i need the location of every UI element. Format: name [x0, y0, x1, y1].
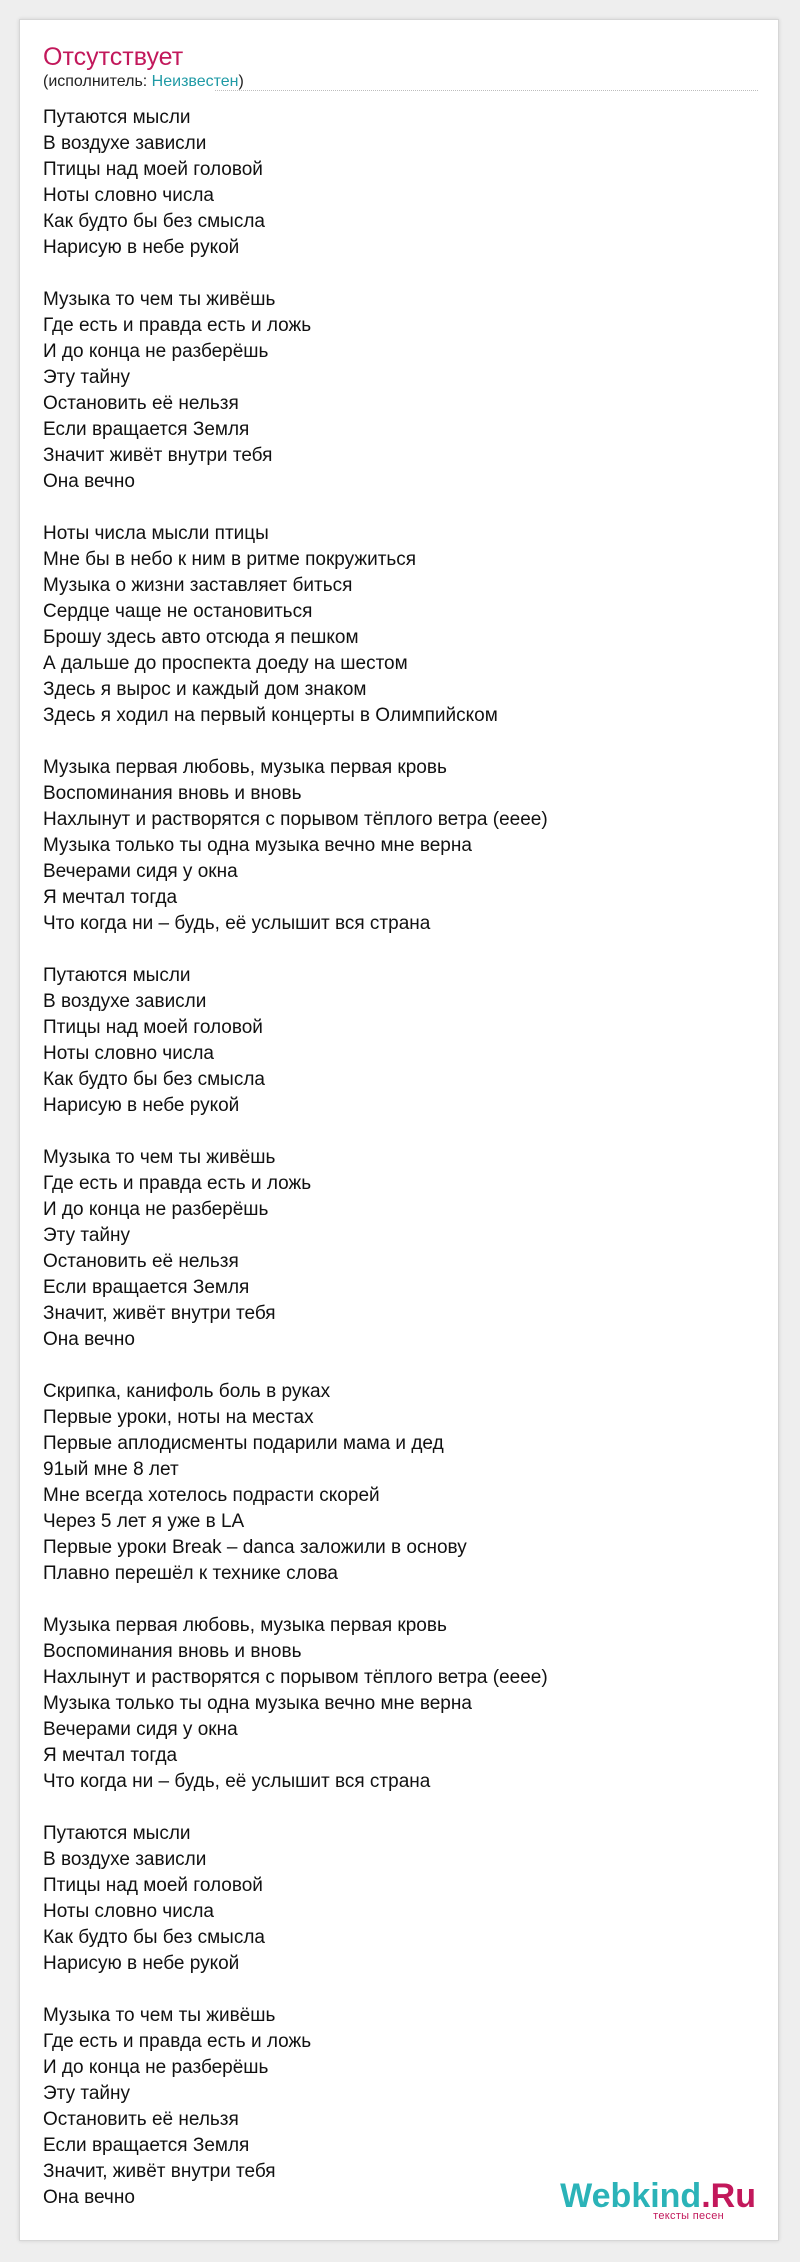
lyric-line: Я мечтал тогда — [43, 1745, 178, 1766]
logo-kind: kind — [631, 2177, 702, 2215]
lyric-line: Первые уроки, ноты на местах — [43, 1407, 314, 1428]
artist-suffix: ) — [238, 73, 244, 90]
stanza-gap — [43, 1977, 548, 2003]
lyric-line: Если вращается Земля — [43, 419, 250, 440]
lyric-line: Путаются мысли — [43, 107, 191, 128]
lyric-line: Нахлынут и растворятся с порывом тёплого ветра (ееее) — [43, 809, 548, 830]
song-title: Отсутствует — [43, 43, 184, 71]
lyric-line: Как будто бы без смысла — [43, 211, 265, 232]
stanza-gap — [43, 937, 548, 963]
lyric-line: Птицы над моей головой — [43, 1875, 263, 1896]
lyric-line: Остановить её нельзя — [43, 1251, 239, 1272]
lyric-line: Птицы над моей головой — [43, 159, 263, 180]
lyric-line: Эту тайну — [43, 1225, 131, 1246]
lyric-line: Она вечно — [43, 2187, 135, 2208]
lyric-line: Первые уроки Break – danca заложили в основу — [43, 1537, 467, 1558]
lyric-line: Значит живёт внутри тебя — [43, 445, 273, 466]
lyric-line: Мне бы в небо к ним в ритме покружиться — [43, 549, 417, 570]
lyric-line: Нарисую в небе рукой — [43, 1953, 240, 1974]
lyric-line: Брошу здесь авто отсюда я пешком — [43, 627, 359, 648]
lyric-line: Ноты числа мысли птицы — [43, 523, 269, 544]
lyric-line: Музыка то чем ты живёшь — [43, 1147, 276, 1168]
lyric-line: Музыка только ты одна музыка вечно мне верна — [43, 1693, 472, 1714]
stanza-gap — [43, 261, 548, 287]
lyric-line: Нахлынут и растворятся с порывом тёплого ветра (ееее) — [43, 1667, 548, 1688]
lyric-line: Мне всегда хотелось подрасти скорей — [43, 1485, 380, 1506]
stanza-gap — [43, 1587, 548, 1613]
stanza-gap — [43, 495, 548, 521]
stanza-gap — [43, 1795, 548, 1821]
stanza-gap — [43, 1119, 548, 1145]
lyric-line: В воздухе зависли — [43, 991, 207, 1012]
lyric-line: И до конца не разберёшь — [43, 2057, 269, 2078]
lyric-line: Музыка то чем ты живёшь — [43, 2005, 276, 2026]
lyric-line: Как будто бы без смысла — [43, 1069, 265, 1090]
lyric-line: Ноты словно числа — [43, 1901, 214, 1922]
lyric-line: Если вращается Земля — [43, 1277, 250, 1298]
lyric-line: Остановить её нельзя — [43, 393, 239, 414]
lyric-line: Эту тайну — [43, 367, 131, 388]
title-divider — [215, 90, 758, 91]
lyric-line: Она вечно — [43, 471, 135, 492]
stanza-gap — [43, 1353, 548, 1379]
stanza-gap — [43, 729, 548, 755]
lyric-line: Значит, живёт внутри тебя — [43, 2161, 276, 2182]
lyric-line: Остановить её нельзя — [43, 2109, 239, 2130]
logo-tagline: тексты песен — [653, 2210, 724, 2222]
lyrics-text — [43, 105, 548, 2211]
lyric-line: Где есть и правда есть и ложь — [43, 2031, 312, 2052]
logo-wordmark — [560, 2178, 756, 2214]
lyric-line: Скрипка, канифоль боль в руках — [43, 1381, 331, 1402]
lyric-line: А дальше до проспекта доеду на шестом — [43, 653, 408, 674]
artist-line — [43, 72, 244, 92]
lyric-line: Музыка первая любовь, музыка первая кровь — [43, 757, 447, 778]
lyric-line: Значит, живёт внутри тебя — [43, 1303, 276, 1324]
lyric-line: Где есть и правда есть и ложь — [43, 1173, 312, 1194]
lyric-line: Первые аплодисменты подарили мама и дед — [43, 1433, 444, 1454]
lyric-line: И до конца не разберёшь — [43, 1199, 269, 1220]
lyric-line: Музыка первая любовь, музыка первая кровь — [43, 1615, 447, 1636]
lyric-line: Музыка только ты одна музыка вечно мне верна — [43, 835, 472, 856]
lyric-line: 91ый мне 8 лет — [43, 1459, 179, 1480]
lyric-line: Что когда ни – будь, её услышит вся страна — [43, 913, 431, 934]
lyric-line: Она вечно — [43, 1329, 135, 1350]
lyric-line: Что когда ни – будь, её услышит вся страна — [43, 1771, 431, 1792]
logo-ru: .Ru — [701, 2177, 756, 2215]
lyric-line: Нарисую в небе рукой — [43, 237, 240, 258]
lyric-line: Вечерами сидя у окна — [43, 861, 238, 882]
artist-prefix: (исполнитель: — [43, 73, 152, 90]
lyric-line: Здесь я вырос и каждый дом знаком — [43, 679, 367, 700]
lyric-line: Через 5 лет я уже в LA — [43, 1511, 245, 1532]
site-logo[interactable] — [560, 2178, 756, 2222]
lyric-line: Птицы над моей головой — [43, 1017, 263, 1038]
lyric-line: И до конца не разберёшь — [43, 341, 269, 362]
lyric-line: Эту тайну — [43, 2083, 131, 2104]
lyric-line: Как будто бы без смысла — [43, 1927, 265, 1948]
lyric-line: Вечерами сидя у окна — [43, 1719, 238, 1740]
lyric-line: Музыка то чем ты живёшь — [43, 289, 276, 310]
lyric-line: В воздухе зависли — [43, 1849, 207, 1870]
lyric-line: Воспоминания вновь и вновь — [43, 1641, 302, 1662]
lyric-line: В воздухе зависли — [43, 133, 207, 154]
lyric-line: Ноты словно числа — [43, 185, 214, 206]
lyric-line: Музыка о жизни заставляет биться — [43, 575, 353, 596]
lyric-line: Путаются мысли — [43, 1823, 191, 1844]
lyric-line: Ноты словно числа — [43, 1043, 214, 1064]
lyric-line: Здесь я ходил на первый концерты в Олимпийском — [43, 705, 498, 726]
lyric-line: Где есть и правда есть и ложь — [43, 315, 312, 336]
lyric-line: Воспоминания вновь и вновь — [43, 783, 302, 804]
lyric-line: Я мечтал тогда — [43, 887, 178, 908]
lyric-line: Плавно перешёл к технике слова — [43, 1563, 338, 1584]
artist-link[interactable]: Неизвестен — [151, 73, 239, 90]
lyrics-card — [19, 19, 779, 2241]
lyric-line: Если вращается Земля — [43, 2135, 250, 2156]
lyric-line: Путаются мысли — [43, 965, 191, 986]
logo-web: Web — [560, 2177, 632, 2215]
lyric-line: Нарисую в небе рукой — [43, 1095, 240, 1116]
lyric-line: Сердце чаще не остановиться — [43, 601, 313, 622]
